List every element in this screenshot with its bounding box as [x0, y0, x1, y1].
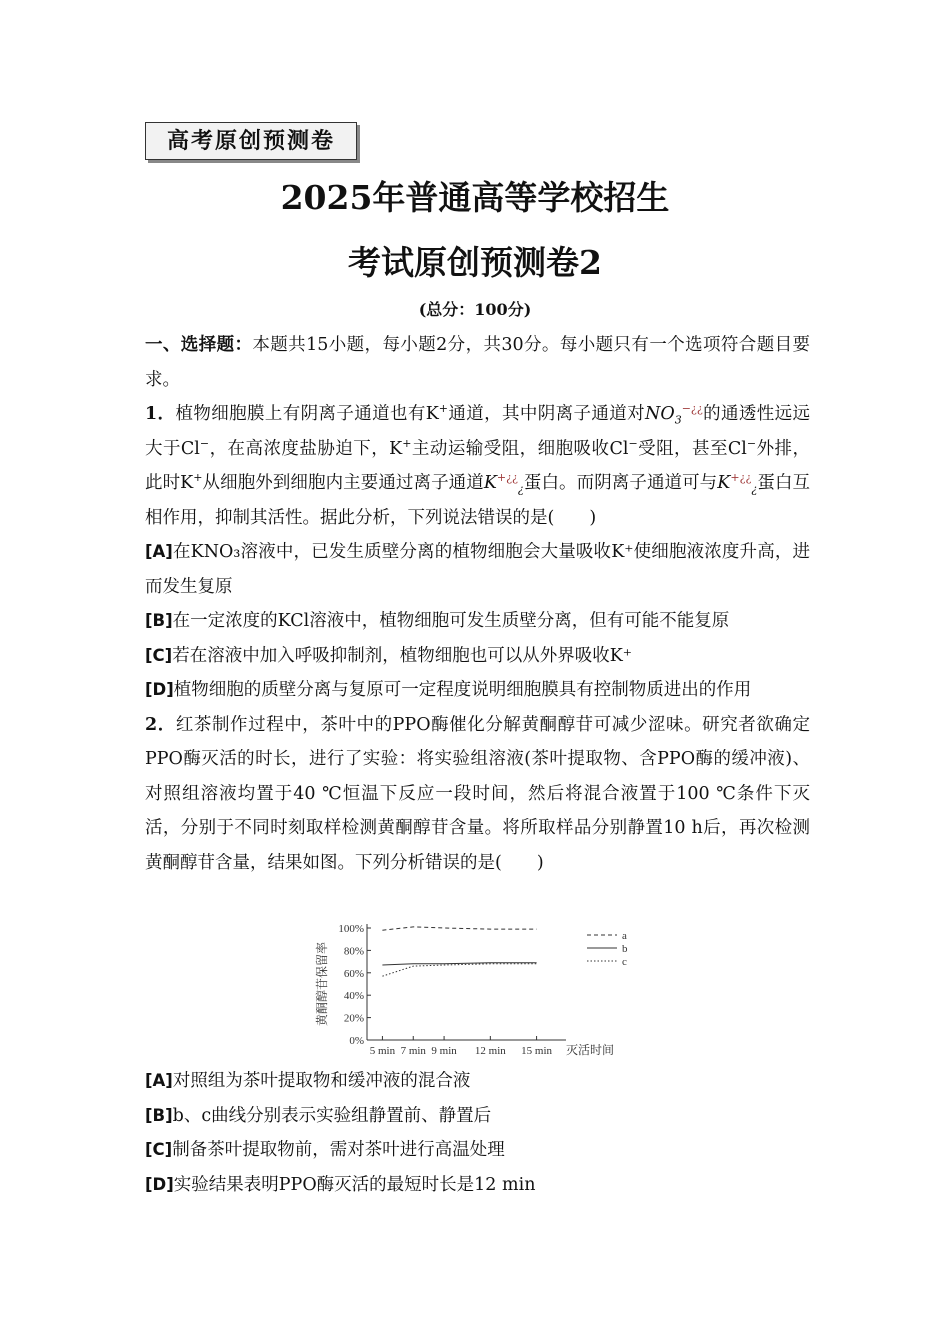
series-line-a	[382, 927, 536, 930]
q2-option-d[interactable]: [D]实验结果表明PPO酶灭活的最短时长是12 min	[145, 1174, 536, 1195]
y-tick-label: 60%	[343, 967, 364, 980]
section-text: 本题共15小题，每小题2分，共30分。每小题只有一个选项符合题目要求。	[145, 335, 810, 390]
question-block-2-options	[145, 1064, 810, 1202]
x-tick-label: 15 min	[521, 1045, 553, 1057]
x-axis-label: 灭活时间	[566, 1043, 615, 1057]
q1-option-b[interactable]: [B]在一定浓度的KCl溶液中，植物细胞可发生质壁分离，但有可能不能复原	[145, 611, 730, 631]
x-tick-label: 7 min	[400, 1045, 426, 1057]
legend-label-a: a	[622, 930, 627, 942]
question-2-stem: 2．红茶制作过程中，茶叶中的PPO酶催化分解黄酮醇苷可减少涩味。研究者欲确定PPO酶灭活的时长，进行了实验：将实验组溶液(茶叶提取物、含PPO酶的缓冲液)、对照组溶液均置于40 ℃恒温下反应一段时间，然后将混合液置于100 ℃条件下灭活，分别于不同时刻取样检测黄酮醇苷含量。将所取样品分别静置10 h后，再次检测黄酮醇苷含量，结果如图。下列分析错误的是( )	[145, 714, 810, 873]
title-line-2: 考试原创预测卷2	[348, 243, 602, 282]
title-line-1: 2025年普通高等学校招生	[280, 178, 670, 217]
question-2-number: 2．	[145, 714, 176, 735]
legend-label-b: b	[622, 943, 628, 955]
series-line-b	[382, 963, 536, 965]
nitrate-ion-formula: $NO_3^{-¿¿}$	[645, 402, 703, 427]
q1-option-a[interactable]: [A]在KNO₃溶液中，已发生质壁分离的植物细胞会大量吸收K⁺使细胞液浓度升高，进而发生复原	[145, 542, 810, 597]
potassium-channel-formula: $K^{+¿¿}_¿$	[483, 471, 524, 496]
question-1-stem: 1．植物细胞膜上有阴离子通道也有K+通道，其中阴离子通道对$NO_3^{-¿¿}$的通透性远远大于Cl−，在高浓度盐胁迫下，K+主动运输受阻，细胞吸收Cl−受阻，甚至Cl−外排，此时K+从细胞外到细胞内主要通过离子通道$K^{+¿¿}_¿$蛋白。而阴离子通道可与$K^{+¿¿}_¿$蛋白互相作用，抑制其活性。据此分析，下列说法错误的是( )	[145, 402, 811, 528]
q2-option-a[interactable]: [A]对照组为茶叶提取物和缓冲液的混合液	[145, 1071, 471, 1091]
question-block-1	[145, 328, 810, 880]
question-1-number: 1．	[145, 404, 176, 424]
y-axis-label: 黄酮醇苷保留率	[315, 941, 329, 1027]
section-heading: 一、选择题：	[145, 335, 253, 355]
exam-badge: 高考原创预测卷	[145, 122, 357, 160]
q2-option-b[interactable]: [B]b、c曲线分别表示实验组静置前、静置后	[145, 1105, 492, 1126]
q1-option-c[interactable]: [C]若在溶液中加入呼吸抑制剂，植物细胞也可以从外界吸收K⁺	[145, 645, 633, 666]
y-tick-label: 100%	[338, 923, 364, 935]
flavonol-retention-chart	[312, 918, 642, 1063]
section-instruction	[145, 328, 810, 397]
x-tick-label: 5 min	[369, 1045, 396, 1057]
potassium-channel-formula-2: $K^{+¿¿}_¿$	[717, 471, 758, 496]
total-score: (总分：100分)	[418, 300, 532, 319]
q1-option-d[interactable]: [D]植物细胞的质壁分离与复原可一定程度说明细胞膜具有控制物质进出的作用	[145, 680, 752, 700]
q2-option-c[interactable]: [C]制备茶叶提取物前，需对茶叶进行高温处理	[145, 1140, 505, 1160]
x-tick-label: 9 min	[431, 1045, 457, 1057]
y-tick-label: 80%	[343, 945, 364, 958]
y-tick-label: 40%	[343, 990, 364, 1003]
legend-label-c: c	[622, 956, 627, 968]
x-tick-label: 12 min	[474, 1045, 506, 1057]
y-tick-label: 20%	[343, 1012, 364, 1025]
series-line-c	[382, 964, 536, 976]
y-tick-label: 0%	[349, 1035, 364, 1047]
